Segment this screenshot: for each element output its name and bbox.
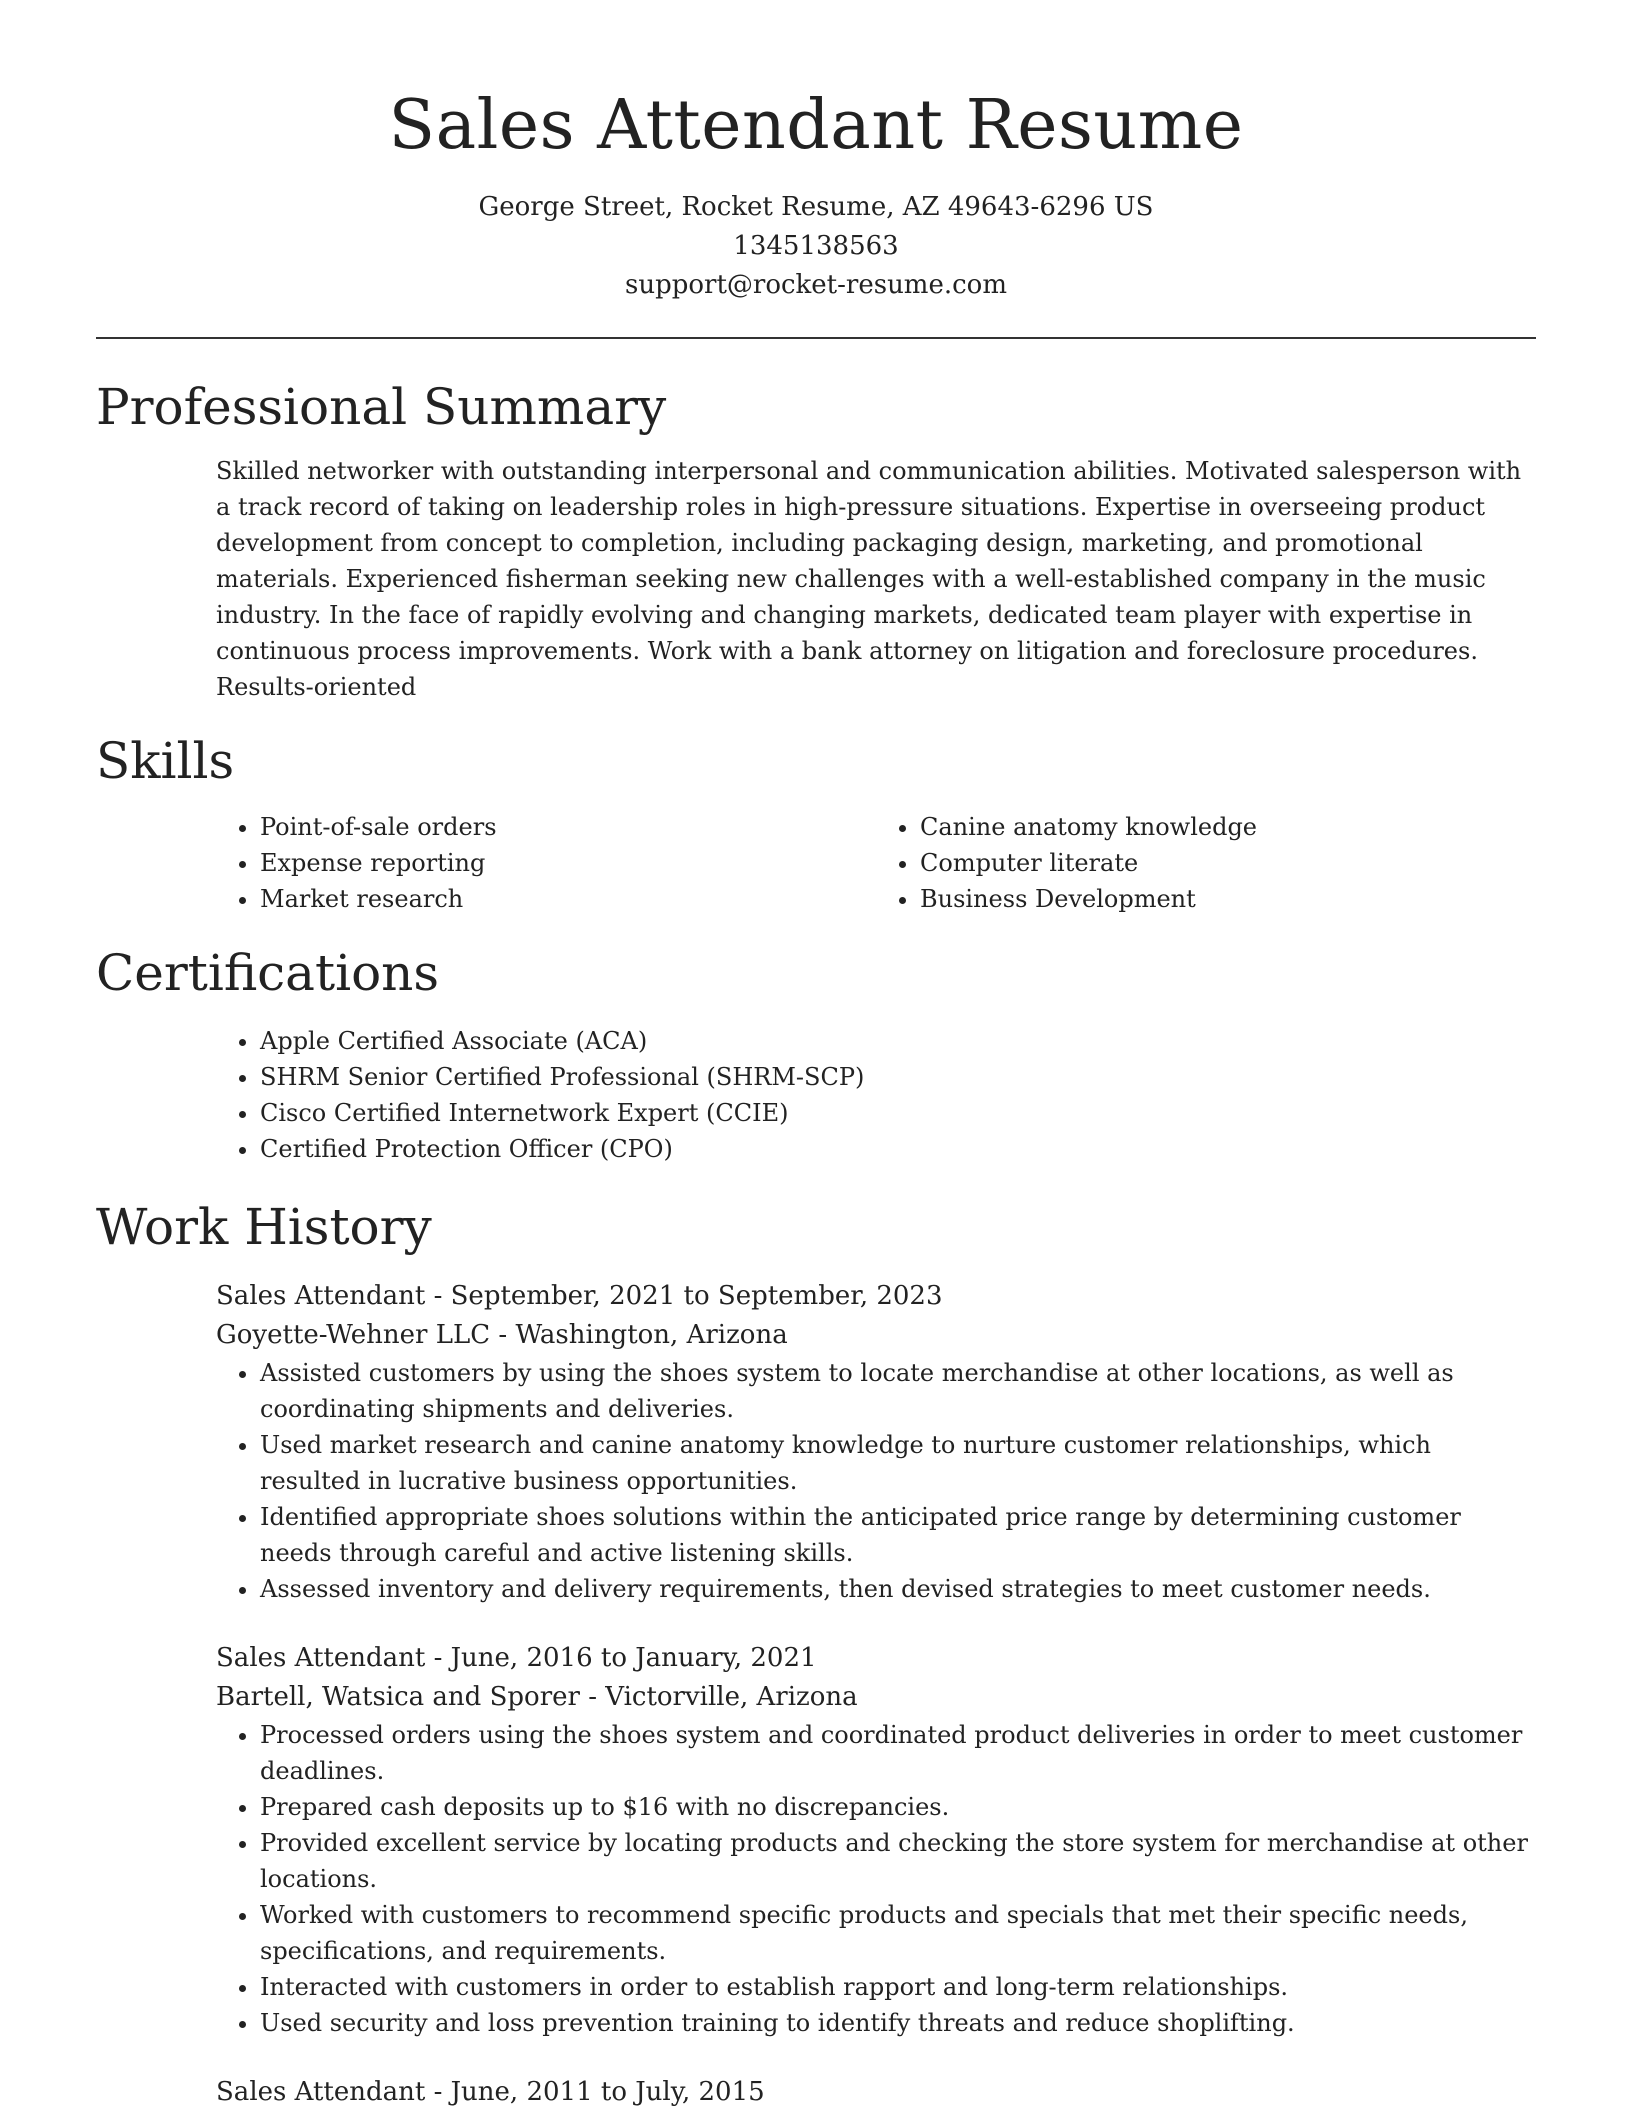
section-heading-work-history: Work History — [96, 1198, 432, 1256]
section-heading-certifications: Certifications — [96, 944, 440, 1002]
skill-item: • Computer literate — [920, 845, 1536, 881]
job-bullet: • Worked with customers to recommend specific products and specials that met their specific needs, specifications, and requirements. — [260, 1897, 1536, 1969]
job-company-line: Goyette-Wehner LLC - Washington, Arizona — [216, 1320, 788, 1350]
skill-item: • Business Development — [920, 881, 1536, 917]
skill-item: • Market research — [260, 881, 876, 917]
work-history-section — [96, 1197, 1536, 2112]
skills-column-right — [876, 809, 1536, 917]
job-title-line: Sales Attendant - September, 2021 to September, 2023 — [216, 1281, 943, 1311]
resume-header — [96, 0, 1536, 305]
job-bullet: • Provided excellent service by locating products and checking the store system for merchandise at other locations. — [260, 1825, 1536, 1897]
job-title-line: Sales Attendant - June, 2011 to July, 2015 — [216, 2077, 765, 2107]
job-entry — [96, 2073, 1536, 2112]
skills-grid — [96, 809, 1536, 917]
certification-item: • Apple Certified Associate (ACA) — [260, 1023, 1536, 1059]
section-heading-summary: Professional Summary — [96, 378, 667, 436]
certification-list — [216, 1023, 1536, 1167]
resume-title: Sales Attendant Resume — [388, 86, 1244, 165]
contact-email: support@rocket-resume.com — [624, 270, 1007, 300]
job-bullet: • Used security and loss prevention training to identify threats and reduce shoplifting. — [260, 2005, 1536, 2041]
skill-item: • Expense reporting — [260, 845, 876, 881]
section-heading-skills: Skills — [96, 732, 235, 790]
skills-section — [96, 731, 1536, 917]
job-entry — [96, 1639, 1536, 2041]
job-entry — [96, 1277, 1536, 1607]
skill-item: • Point-of-sale orders — [260, 809, 876, 845]
contact-address: George Street, Rocket Resume, AZ 49643-6296 US — [478, 192, 1154, 222]
certification-item: • Cisco Certified Internetwork Expert (CCIE) — [260, 1095, 1536, 1131]
skills-column-left — [216, 809, 876, 917]
certification-item: • SHRM Senior Certified Professional (SHRM-SCP) — [260, 1059, 1536, 1095]
job-bullet: • Assessed inventory and delivery requirements, then devised strategies to meet customer needs. — [260, 1571, 1536, 1607]
job-bullet: • Processed orders using the shoes system and coordinated product deliveries in order to meet customer deadlines. — [260, 1717, 1536, 1789]
job-bullet-list — [216, 1717, 1536, 2041]
certifications-section — [96, 943, 1536, 1167]
header-divider — [96, 337, 1536, 339]
job-bullet: • Interacted with customers in order to establish rapport and long-term relationships. — [260, 1969, 1536, 2005]
skill-item: • Canine anatomy knowledge — [920, 809, 1536, 845]
contact-block — [96, 188, 1536, 305]
job-bullet: • Assisted customers by using the shoes system to locate merchandise at other locations, as well as coordinating shipments and deliveries. — [260, 1355, 1536, 1427]
job-bullet-list — [216, 1355, 1536, 1607]
job-company-line: Bartell, Watsica and Sporer - Victorville, Arizona — [216, 1682, 858, 1712]
job-title-line: Sales Attendant - June, 2016 to January, 2021 — [216, 1643, 817, 1673]
contact-phone: 1345138563 — [733, 231, 899, 261]
certification-item: • Certified Protection Officer (CPO) — [260, 1131, 1536, 1167]
job-bullet: • Used market research and canine anatomy knowledge to nurture customer relationships, which resulted in lucrative business opportunities. — [260, 1427, 1536, 1499]
job-bullet: • Prepared cash deposits up to $16 with no discrepancies. — [260, 1789, 1536, 1825]
job-bullet: • Identified appropriate shoes solutions within the anticipated price range by determining customer needs through careful and active listening skills. — [260, 1499, 1536, 1571]
summary-text: Skilled networker with outstanding interpersonal and communication abilities. Motivated salesperson with a track record of taking on leadership roles in high-pressure situations. Expertise in overseeing product development from concept to completion, including packaging design, marketing, and promotional materials. Experienced fisherman seeking new challenges with a well-established company in the music industry. In the face of rapidly evolving and changing markets, dedicated team player with expertise in continuous process improvements. Work with a bank attorney on litigation and foreclosure procedures. Results-oriented — [216, 457, 1522, 701]
professional-summary-section — [96, 377, 1536, 705]
